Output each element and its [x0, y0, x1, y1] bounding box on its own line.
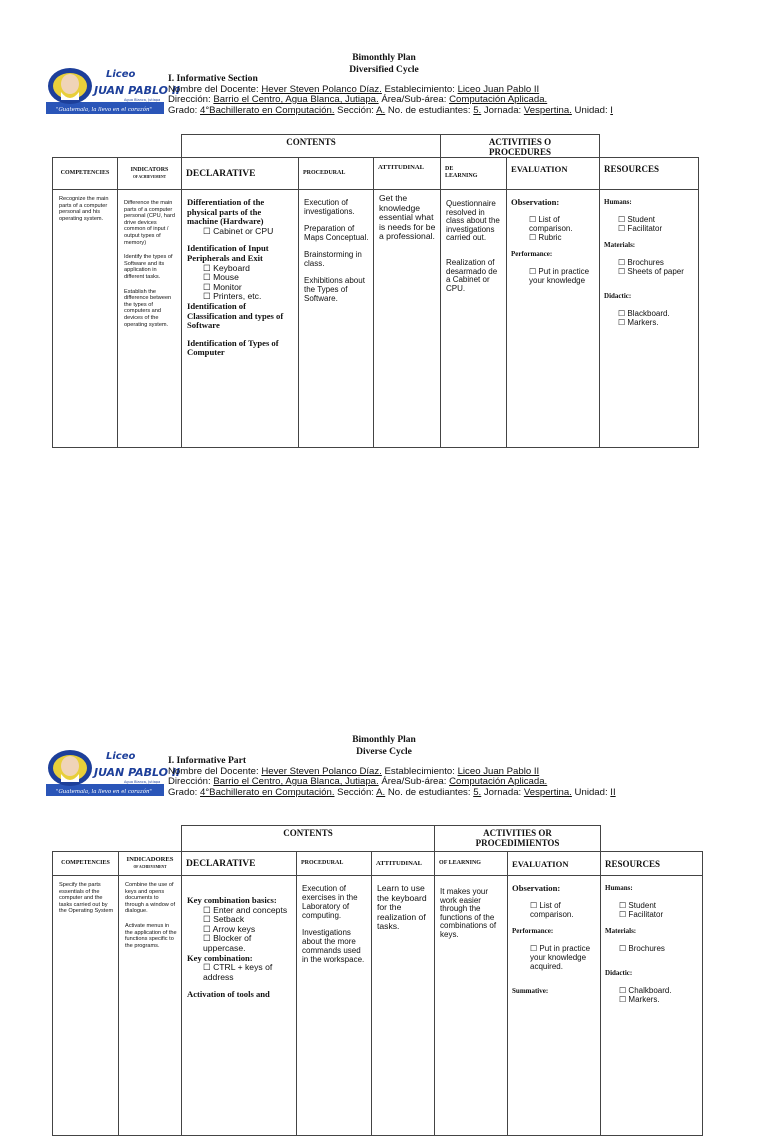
competencies-cell: Specify the parts essentials of the computer and the tasks carried out by the Operating System — [53, 876, 119, 1136]
students-value: 5. — [473, 786, 482, 798]
declarative-header: DECLARATIVE — [182, 852, 297, 876]
logo-motto: "Guatemala, la llevo en el corazón" — [56, 107, 152, 113]
plan-table — [52, 134, 699, 448]
learning-header: DE LEARNING — [441, 158, 507, 190]
indicators-cell: Combine the use of keys and opens documents to through a window of dialogue. Activate menus in the application of the functions specific to the programs. — [119, 876, 182, 1136]
plan-subtitle: Diversified Cycle — [349, 65, 419, 75]
logo-text-top: Liceo — [106, 69, 136, 80]
activities-header: ACTIVITIES OR PROCEDIMIENTOS — [435, 826, 601, 852]
plan-title: Bimonthly Plan — [352, 735, 416, 745]
logo-text-main: JUAN PABLO II — [94, 766, 181, 779]
procedural-header: PROCEDURAL — [299, 158, 374, 190]
attitudinal-header: ATTITUDINAL — [374, 158, 441, 190]
resources-cell: Humans: ☐ Student ☐ Facilitator Materials: ☐ Brochures ☐ Sheets of paper Didactic: ☐ Blackboard. ☐ Markers. — [600, 190, 699, 448]
teacher-name: Hever Steven Polanco Díaz. — [261, 765, 382, 777]
plan-subtitle: Diverse Cycle — [356, 747, 412, 757]
teacher-line: Nombre del Docente: Hever Steven Polanco Díaz. Establecimiento: Liceo Juan Pablo II — [168, 83, 540, 95]
indicators-header: INDICATORS OF ACHIEVEMENT — [118, 158, 182, 190]
competencies-header: COMPETENCIES — [53, 852, 119, 876]
grade-value: 4°Bachillerato en Computación. — [200, 786, 335, 798]
area-value: Computación Aplicada. — [449, 776, 548, 787]
contents-header: CONTENTS — [182, 826, 435, 852]
logo-text-main: JUAN PABLO II — [94, 84, 181, 97]
shift-value: Vespertina. — [523, 104, 572, 116]
plan-title: Bimonthly Plan — [352, 53, 416, 63]
section-heading: I. Informative Part — [168, 755, 247, 766]
attitudinal-header: ATTITUDINAL — [372, 852, 435, 876]
plan-table — [52, 825, 703, 1136]
learning-header: OF LEARNING — [435, 852, 508, 876]
evaluation-header: EVALUATION — [508, 852, 601, 876]
school-name: Liceo Juan Pablo II — [457, 83, 540, 95]
activities-header: ACTIVITIES O PROCEDURES — [441, 135, 600, 158]
procedural-cell: Execution of investigations. Preparation of Maps Conceptual. Brainstorming in class. Exhibitions about the Types of Software. — [299, 190, 374, 448]
address-line: Dirección: Barrio el Centro, Agua Blanca, Jutiapa. Área/Sub-área: Computación Aplicada. — [168, 94, 548, 105]
shift-value: Vespertina. — [523, 786, 572, 798]
plan-page-2 — [0, 690, 768, 1024]
informative-section — [168, 74, 613, 116]
evaluation-header: EVALUATION — [507, 158, 600, 190]
school-name: Liceo Juan Pablo II — [457, 765, 540, 777]
resources-cell: Humans: ☐ Student ☐ Facilitator Materials: ☐ Brochures Didactic: ☐ Chalkboard. ☐ Markers. — [601, 876, 703, 1136]
address-line: Dirección: Barrio el Centro, Agua Blanca, Jutiapa. Área/Sub-área: Computación Aplicada. — [168, 776, 548, 787]
plan-page-1 — [0, 0, 768, 460]
resources-header: RESOURCES — [600, 158, 699, 190]
attitudinal-cell: Learn to use the keyboard for the realization of tasks. — [372, 876, 435, 1136]
indicators-header: INDICADORES OF ACHIEVEMENT — [119, 852, 182, 876]
logo-text-place: Agua Blanca, Jutiapa — [124, 98, 161, 102]
unit-value: I — [610, 104, 613, 116]
section-value: A. — [376, 104, 386, 116]
competencies-cell: Recognize the main parts of a computer personal and his operating system. — [53, 190, 118, 448]
grade-line: Grado: 4°Bachillerato en Computación. Sección: A. No. de estudiantes: 5. Jornada: Vespertina. Unidad: I — [168, 104, 613, 116]
teacher-name: Hever Steven Polanco Díaz. — [261, 83, 382, 95]
resources-header: RESOURCES — [601, 852, 703, 876]
procedural-cell: Execution of exercises in the Laboratory of computing. Investigations about the more commands used in the workspace. — [297, 876, 372, 1136]
declarative-cell: Differentiation of the physical parts of the machine (Hardware) ☐ Cabinet or CPU Identification of Input Peripherals and Exit ☐ Keyboard ☐ Mouse ☐ Monitor ☐ Printers, etc. Identification of Classification and types of Software Identification of Types of Computer — [182, 190, 299, 448]
students-value: 5. — [473, 104, 482, 116]
logo-motto: "Guatemala, la llevo en el corazón" — [56, 789, 152, 795]
area-value: Computación Aplicada. — [449, 94, 548, 105]
procedural-header: PROCEDURAL — [297, 852, 372, 876]
logo-text-top: Liceo — [106, 751, 136, 762]
evaluation-cell: Observation: ☐ List of comparison. Performance: ☐ Put in practice your knowledge acquired. Summative: — [508, 876, 601, 1136]
learning-cell: It makes your work easier through the functions of the combinations of keys. — [435, 876, 508, 1136]
address-value: Barrio el Centro, Agua Blanca, Jutiapa. — [213, 94, 379, 105]
competencies-header: COMPETENCIES — [53, 158, 118, 190]
school-logo-icon — [46, 746, 181, 798]
indicators-cell: Difference the main parts of a computer personal (CPU, hard drive devices common of input / output types of memory) Identify the types of Software and its application in different tasks. Establish the difference between the types of computers and devices of the operating system. — [118, 190, 182, 448]
school-logo-icon — [46, 64, 181, 116]
section-value: A. — [376, 786, 386, 798]
teacher-line: Nombre del Docente: Hever Steven Polanco Díaz. Establecimiento: Liceo Juan Pablo II — [168, 765, 540, 777]
attitudinal-cell: Get the knowledge essential what is needs for be a professional. — [374, 190, 441, 448]
informative-section — [168, 756, 616, 798]
learning-cell: Questionnaire resolved in class about the investigations carried out. Realization of desarmado de a Cabinet or CPU. — [441, 190, 507, 448]
unit-value: II — [610, 786, 616, 798]
grade-value: 4°Bachillerato en Computación. — [200, 104, 335, 116]
logo-text-place: Agua Blanca, Jutiapa — [124, 780, 161, 784]
evaluation-cell: Observation: ☐ List of comparison. ☐ Rubric Performance: ☐ Put in practice your knowledge — [507, 190, 600, 448]
section-heading: I. Informative Section — [168, 73, 258, 84]
declarative-header: DECLARATIVE — [182, 158, 299, 190]
address-value: Barrio el Centro, Agua Blanca, Jutiapa. — [213, 776, 379, 787]
contents-header: CONTENTS — [182, 135, 441, 158]
declarative-cell: Key combination basics: ☐ Enter and concepts ☐ Setback ☐ Arrow keys ☐ Blocker of uppercase. Key combination: ☐ CTRL + keys of address Activation of tools and — [182, 876, 297, 1136]
grade-line: Grado: 4°Bachillerato en Computación. Sección: A. No. de estudiantes: 5. Jornada: Vespertina. Unidad: II — [168, 786, 616, 798]
